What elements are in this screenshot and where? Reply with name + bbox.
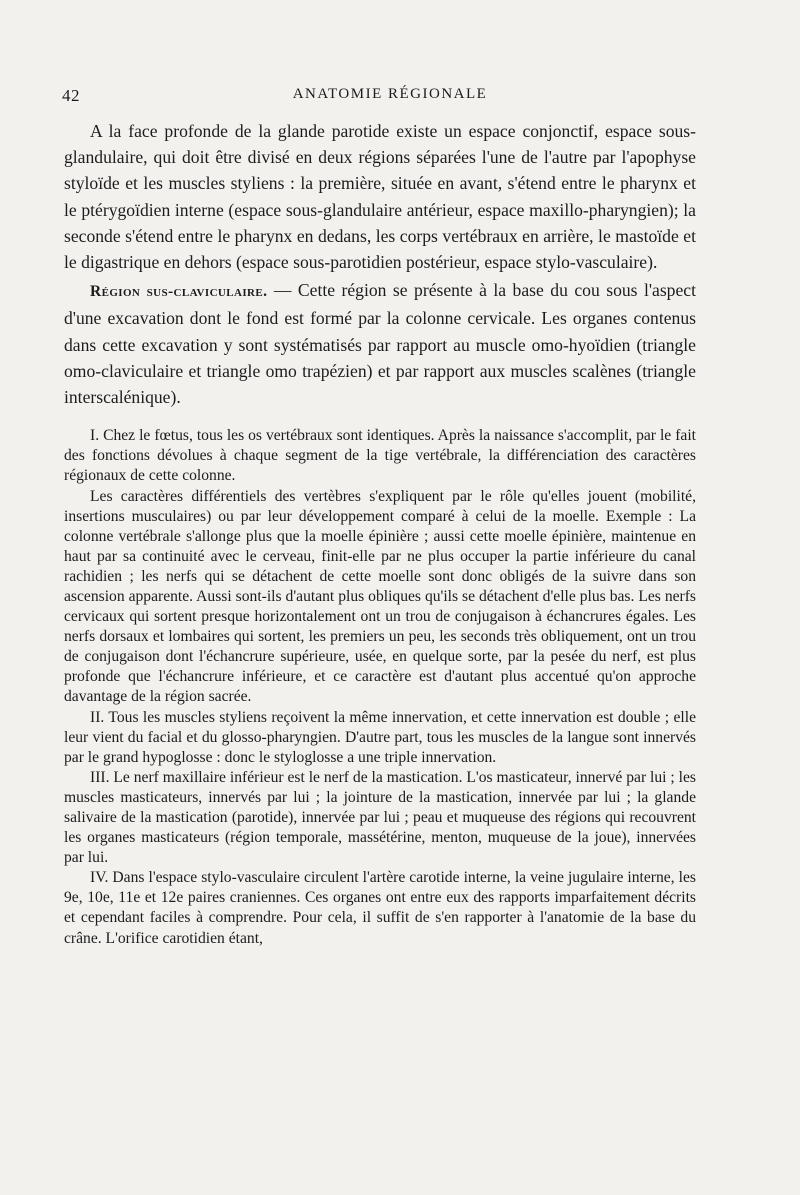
- running-title: ANATOMIE RÉGIONALE: [292, 86, 488, 102]
- note-paragraph: IV. Dans l'espace stylo-vasculaire circulent l'artère carotide interne, la veine jugulaire interne, les 9e, 10e, 11e et 12e paires craniennes. Ces organes ont entre eux des rapports imparfaitement décrits et cependant faciles à comprendre. Pour cela, il suffit de s'en rapporter à l'anatomie de la base du crâne. L'orifice carotidien étant,: [64, 869, 696, 947]
- note-paragraph: III. Le nerf maxillaire inférieur est le nerf de la mastication. L'os masticateur, innervé par lui ; les muscles masticateurs, innervés par lui ; la jointure de la mastication, innervée par lui ; la glande salivaire de la mastication (parotide), innervée par lui ; peau et muqueuse des régions qui recouvrent les organes masticateurs (région temporale, massétérine, menton, muqueuse de la joue), innervées par lui.: [64, 768, 696, 867]
- page-number: 42: [62, 86, 80, 105]
- page-header: [64, 86, 696, 108]
- notes-section: [64, 426, 696, 948]
- note-paragraph: II. Tous les muscles styliens reçoivent la même innervation, et cette innervation est double ; elle leur vient du facial et du glosso-pharyngien. D'autre part, tous les muscles de la langue sont innervés par le grand hypoglosse : donc le styloglosse a une triple innervation.: [64, 708, 696, 766]
- paragraph-parotid-space: A la face profonde de la glande parotide existe un espace conjonctif, espace sous-glandulaire, qui doit être divisé en deux régions séparées l'une de l'autre par l'apophyse styloïde et les muscles styliens : la première, située en avant, s'étend entre le pharynx et le ptérygoïdien interne (espace sous-glandulaire antérieur, espace maxillo-pharyngien); la seconde s'étend entre le pharynx en dedans, les corps vertébraux en arrière, le mastoïde et le digastrique en dehors (espace sous-parotidien postérieur, espace stylo-vasculaire).: [64, 121, 696, 273]
- region-description: — Cette région se présente à la base du cou sous l'aspect d'une excavation dont le fond est formé par la colonne cervicale. Les organes contenus dans cette excavation y sont systématisés par rapport au muscle omo-hyoïdien (triangle omo-claviculaire et triangle omo trapézien) et par rapport aux muscles scalènes (triangle interscalénique).: [64, 280, 696, 408]
- paragraph-supraclavicular-region: [64, 277, 696, 410]
- note-paragraph: Les caractères différentiels des vertèbres s'expliquent par le rôle qu'elles jouent (mobilité, insertions musculaires) ou par leur développement comparé à celui de la moelle. Exemple : La colonne vertébrale s'allonge plus que la moelle épinière ; aussi cette moelle épinière, maintenue en haut par sa continuité avec le cerveau, finit-elle par ne plus occuper la partie inférieure du canal rachidien ; les nerfs qui se détachent de cette moelle sont donc obligés de la suivre dans son ascension apparente. Aussi sont-ils d'autant plus obliques qu'ils se détachent d'elle plus bas. Les nerfs cervicaux qui sortent presque horizontalement ont un trou de conjugaison à échancrures égales. Les nerfs dorsaux et lombaires qui sortent, les premiers un peu, les seconds très obliquement, ont un trou de conjugaison dont l'échancrure supérieure, usée, en quelque sorte, par la pesée du nerf, est plus profonde que l'échancrure inférieure, et ce caractère est d'autant plus accentué qu'on approche davantage de la région sacrée.: [64, 487, 696, 706]
- region-heading: Région sus-claviculaire.: [90, 283, 268, 301]
- note-paragraph: I. Chez le fœtus, tous les os vertébraux sont identiques. Après la naissance s'accomplit, par le fait des fonctions dévolues à chaque segment de la tige vertébrale, la différenciation des caractères régionaux de cette colonne.: [64, 427, 696, 485]
- main-text: [64, 118, 696, 410]
